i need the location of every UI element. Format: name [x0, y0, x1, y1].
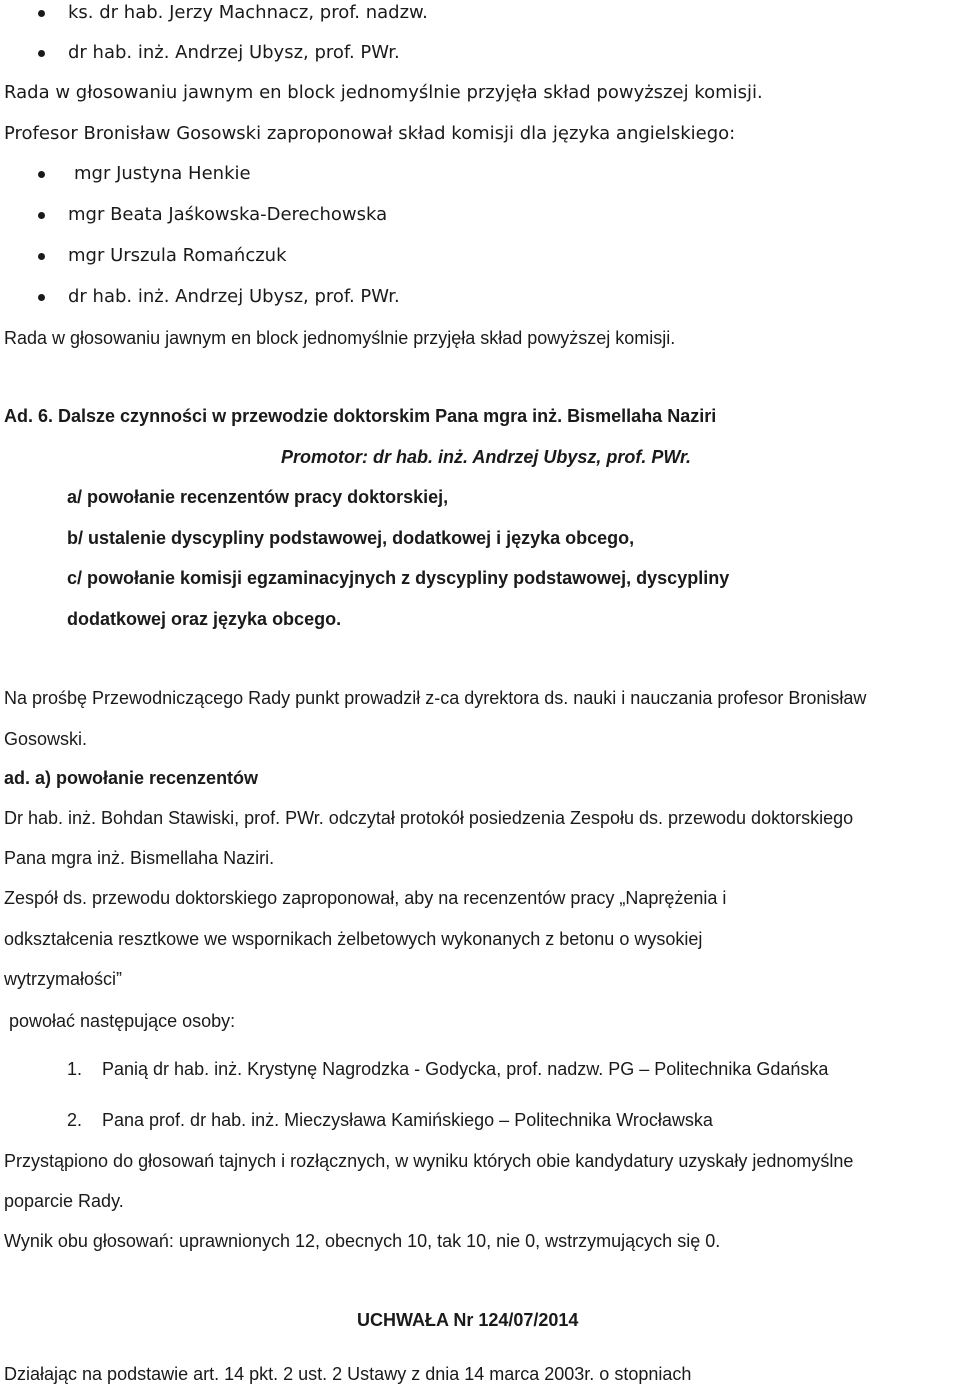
paragraph: Rada w głosowaniu jawnym en block jednomyślnie przyjęła skład powyższej komisji.	[4, 82, 763, 103]
promotor-line: Promotor: dr hab. inż. Andrzej Ubysz, prof. PWr.	[281, 447, 692, 467]
list-item: ks. dr hab. Jerzy Machnacz, prof. nadzw.	[68, 2, 428, 23]
paragraph: Przystąpiono do głosowań tajnych i rozłącznych, w wyniku których obie kandydatury uzyskały jednomyślne	[4, 1151, 854, 1171]
paragraph: powołać następujące osoby:	[9, 1011, 236, 1031]
bullet-icon	[38, 253, 45, 260]
paragraph: Pana mgra inż. Bismellaha Naziri.	[4, 848, 275, 868]
bullet-icon	[38, 212, 45, 219]
section-heading: Ad. 6. Dalsze czynności w przewodzie doktorskim Pana mgra inż. Bismellaha Naziri	[4, 406, 717, 426]
list-item: mgr Urszula Romańczuk	[68, 245, 287, 266]
resolution-title: UCHWAŁA Nr 124/07/2014	[357, 1310, 579, 1330]
list-number: 1.	[67, 1059, 83, 1079]
paragraph: Gosowski.	[4, 729, 88, 749]
agenda-item: dodatkowej oraz języka obcego.	[67, 609, 342, 629]
agenda-item: c/ powołanie komisji egzaminacyjnych z dyscypliny podstawowej, dyscypliny	[67, 568, 730, 588]
paragraph: Zespół ds. przewodu doktorskiego zaproponował, aby na recenzentów pracy „Naprężenia i	[4, 888, 727, 908]
paragraph: Wynik obu głosowań: uprawnionych 12, obecnych 10, tak 10, nie 0, wstrzymujących się 0.	[4, 1231, 721, 1251]
list-item: mgr Justyna Henkie	[74, 163, 251, 184]
list-number: 2.	[67, 1110, 83, 1130]
bullet-icon	[38, 50, 45, 57]
paragraph: Działając na podstawie art. 14 pkt. 2 ust. 2 Ustawy z dnia 14 marca 2003r. o stopniach	[4, 1364, 692, 1384]
list-item: Pana prof. dr hab. inż. Mieczysława Kamińskiego – Politechnika Wrocławska	[102, 1110, 713, 1130]
agenda-item: b/ ustalenie dyscypliny podstawowej, dodatkowej i języka obcego,	[67, 528, 635, 548]
paragraph: wytrzymałości”	[4, 969, 123, 989]
bullet-icon	[38, 294, 45, 301]
subsection-heading: ad. a) powołanie recenzentów	[4, 768, 259, 788]
bullet-icon	[38, 171, 45, 178]
list-item: dr hab. inż. Andrzej Ubysz, prof. PWr.	[68, 42, 400, 63]
paragraph: poparcie Rady.	[4, 1191, 124, 1211]
list-item: dr hab. inż. Andrzej Ubysz, prof. PWr.	[68, 286, 400, 307]
list-item: Panią dr hab. inż. Krystynę Nagrodzka - Godycka, prof. nadzw. PG – Politechnika Gdańska	[102, 1059, 829, 1079]
paragraph: Profesor Bronisław Gosowski zaproponował skład komisji dla języka angielskiego:	[4, 123, 736, 144]
agenda-item: a/ powołanie recenzentów pracy doktorskiej,	[67, 487, 449, 507]
bullet-icon	[38, 10, 45, 17]
list-item: mgr Beata Jaśkowska-Derechowska	[68, 204, 388, 225]
paragraph: odkształcenia resztkowe we wspornikach żelbetowych wykonanych z betonu o wysokiej	[4, 929, 703, 949]
paragraph: Na prośbę Przewodniczącego Rady punkt prowadził z-ca dyrektora ds. nauki i nauczania profesor Bronisław	[4, 688, 867, 708]
paragraph: Dr hab. inż. Bohdan Stawiski, prof. PWr. odczytał protokół posiedzenia Zespołu ds. przewodu doktorskiego	[4, 808, 854, 828]
paragraph: Rada w głosowaniu jawnym en block jednomyślnie przyjęła skład powyższej komisji.	[4, 328, 676, 348]
